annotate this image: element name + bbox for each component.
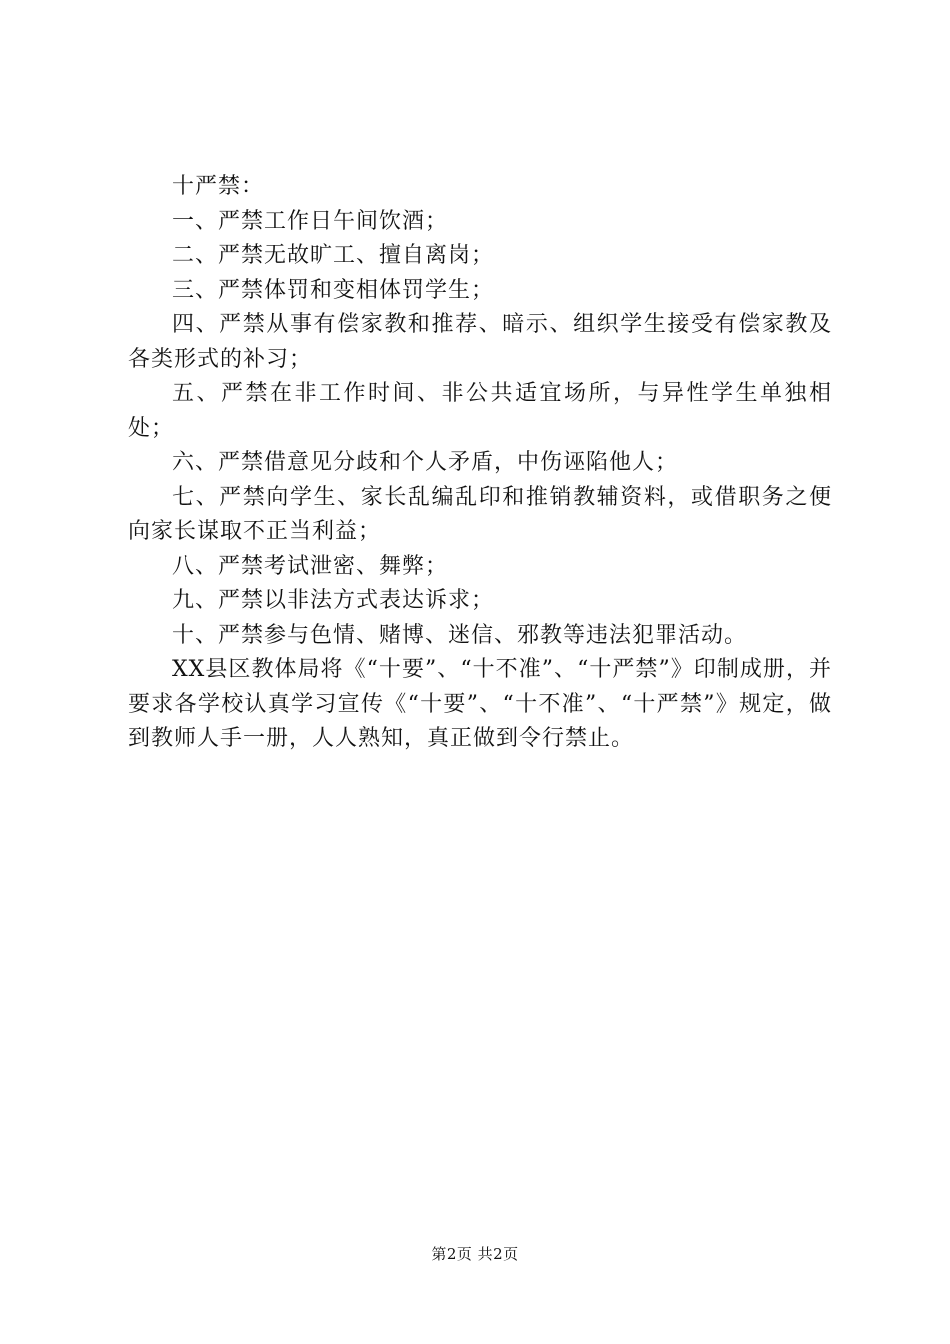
paragraph-item-6: 六、严禁借意见分歧和个人矛盾，中伤诬陷他人； — [172, 450, 679, 475]
paragraph-closing: XX县区教体局将《“十要”、“十不准”、“十严禁”》印制成册，并要求各学校认真学习宣传《“十要”、“十不准”、“十严禁”》规定，做到教师人手一册，人人熟知，真正做到令行禁止。 — [128, 657, 832, 751]
paragraph-item-4: 四、严禁从事有偿家教和推荐、暗示、组织学生接受有偿家教及各类形式的补习； — [128, 312, 832, 372]
paragraph-item-3: 三、严禁体罚和变相体罚学生； — [172, 277, 495, 303]
paragraph-item-7: 七、严禁向学生、家长乱编乱印和推销教辅资料，或借职务之便向家长谋取不正当利益； — [128, 484, 832, 544]
paragraph-item-10: 十、严禁参与色情、赌博、迷信、邪教等违法犯罪活动。 — [172, 622, 748, 648]
page-number-footer: 第2页 共2页 — [431, 1245, 519, 1263]
paragraph-item-5: 五、严禁在非工作时间、非公共适宜场所，与异性学生单独相处； — [128, 381, 832, 441]
paragraph-item-1: 一、严禁工作日午间饮酒； — [172, 208, 449, 234]
paragraph-item-9: 九、严禁以非法方式表达诉求； — [172, 588, 495, 613]
document-body — [128, 170, 832, 757]
paragraph-heading: 十严禁： — [172, 174, 265, 199]
paragraph-item-8: 八、严禁考试泄密、舞弊； — [172, 553, 449, 579]
paragraph-item-2: 二、严禁无故旷工、擅自离岗； — [172, 243, 495, 268]
